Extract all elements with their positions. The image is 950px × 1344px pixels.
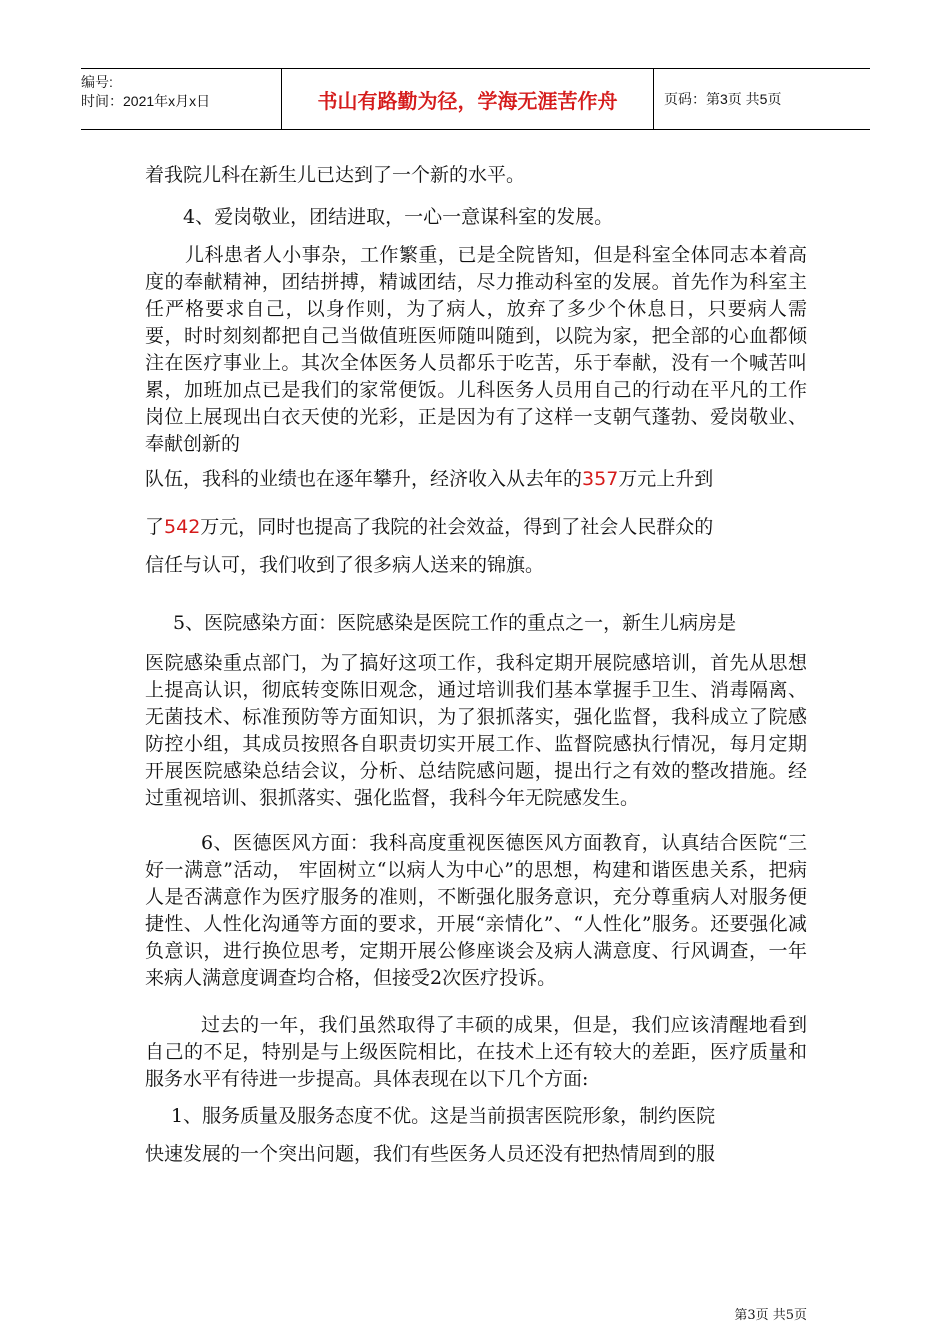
paragraph: 6、医德医风方面：我科高度重视医德医风方面教育，认真结合医院“三好一满意”活动， 牢固树立“以病人为中心”的思想，构建和谐医患关系，把病人是否满意作为医疗服务的准则，不断强化服务意识，充分尊重病人对服务便捷性、人性化沟通等方面的要求，开展“亲情化”、“人性化”服务。还要强化减负意识，进行换位思考，定期开展公修座谈会及病人满意度、行风调查，一年来病人满意度调查均合格，但接受2次医疗投诉。 [145,832,807,989]
paragraph: 信任与认可，我们收到了很多病人送来的锦旗。 [145,554,545,576]
document-body [145,160,807,1169]
paragraph: 儿科患者人小事杂，工作繁重，已是全院皆知，但是科室全体同志本着高度的奉献精神，团结拼搏，精诚团结，尽力推动科室的发展。首先作为科室主任严格要求自己，以身作则，为了病人，放弃了多少个休息日，只要病人需要，时时刻刻都把自己当做值班医师随叫随到，以院为家，把全部的心血都倾注在医疗事业上。其次全体医务人员都乐于吃苦，乐于奉献，没有一个喊苦叫累，加班加点已是我们的家常便饭。儿科医务人员用自己的行动在平凡的工作岗位上展现出白衣天使的光彩，正是因为有了这样一支朝气蓬勃、爱岗敬业、奉献创新的 [145,244,807,455]
paragraph: 快速发展的一个突出问题，我们有些医务人员还没有把热情周到的服 [145,1143,716,1165]
document-time-label: 时间：2021年x月x日 [81,93,211,109]
paragraph: 着我院儿科在新生儿已达到了一个新的水平。 [145,164,526,186]
header-page-number: 页码：第3页 共5页 [664,91,782,107]
header-meta [81,69,282,129]
paragraph-heading: 4、爱岗敬业，团结进取，一心一意谋科室的发展。 [183,206,614,228]
header-motto: 书山有路勤为径，学海无涯苦作舟 [282,69,654,129]
paragraph-heading: 1、服务质量及服务态度不优。这是当前损害医院形象，制约医院 [171,1105,716,1127]
document-number-label: 编号: [81,74,113,90]
page-footer: 第3页 共5页 [734,1308,807,1323]
paragraph: 了542万元，同时也提高了我院的社会效益，得到了社会人民群众的 [145,516,714,538]
revenue-last-year: 357 [582,468,619,490]
paragraph: 过去的一年，我们虽然取得了丰硕的成果，但是，我们应该清醒地看到自己的不足，特别是与上级医院相比，在技术上还有较大的差距，医疗质量和服务水平有待进一步提高。具体表现在以下几个方面: [145,1014,807,1090]
page-header [81,68,870,130]
paragraph-heading: 5、医院感染方面：医院感染是医院工作的重点之一，新生儿病房是 [173,612,737,634]
paragraph: 队伍，我科的业绩也在逐年攀升，经济收入从去年的357万元上升到 [145,468,714,490]
paragraph: 医院感染重点部门，为了搞好这项工作，我科定期开展院感培训，首先从思想上提高认识，彻底转变陈旧观念，通过培训我们基本掌握手卫生、消毒隔离、无菌技术、标准预防等方面知识，为了狠抓落实，强化监督，我科成立了院感防控小组，其成员按照各自职责切实开展工作、监督院感执行情况，每月定期开展医院感染总结会议，分析、总结院感问题，提出行之有效的整改措施。经过重视培训、狠抓落实、强化监督，我科今年无院感发生。 [145,652,807,809]
revenue-this-year: 542 [164,516,201,538]
